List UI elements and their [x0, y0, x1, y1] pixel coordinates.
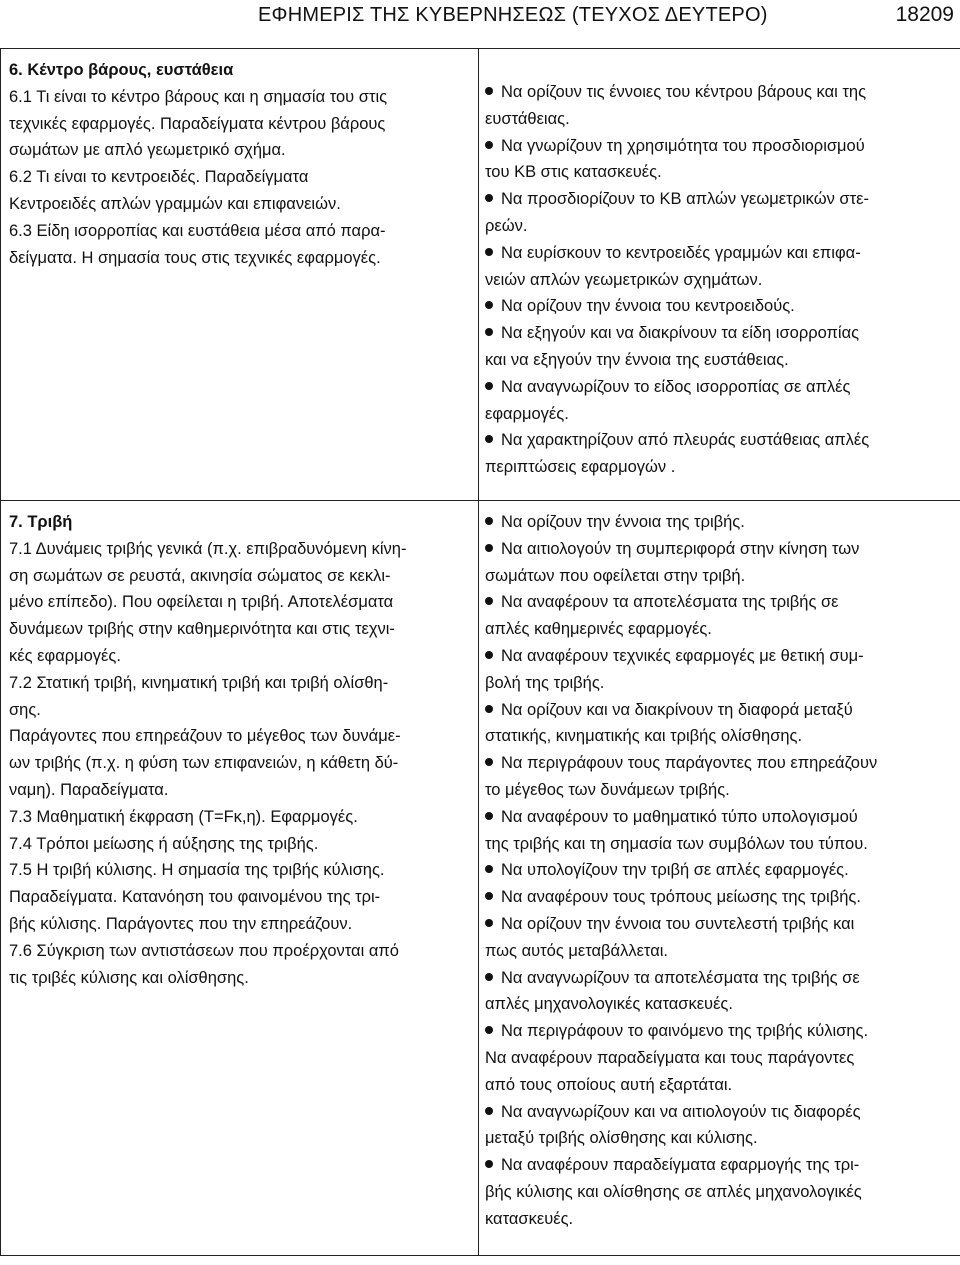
objective-item	[485, 1018, 956, 1045]
bullet-icon	[485, 324, 501, 342]
objective-continuation	[485, 831, 956, 858]
objectives-cell	[479, 501, 960, 1256]
objective-item	[485, 509, 956, 536]
objective-item	[485, 1152, 956, 1179]
objective-continuation	[485, 106, 956, 133]
objective-text: βής κύλισης και ολίσθησης σε απλές μηχανολογικές	[485, 1182, 862, 1201]
objective-continuation	[485, 267, 956, 294]
objective-continuation	[485, 563, 956, 590]
bullet-icon	[485, 647, 501, 665]
content-line: δυνάμεων τριβής στην καθημερινότητα και στις τεχνι-	[9, 620, 395, 639]
objective-text: Να ευρίσκουν το κεντροειδές γραμμών και επιφα-	[501, 243, 861, 262]
objective-item	[485, 750, 956, 777]
content-line: 7.5 Η τριβή κύλισης. Η σημασία της τριβής κύλισης.	[9, 861, 385, 880]
objective-item	[485, 884, 956, 911]
objective-continuation	[485, 1072, 956, 1099]
objective-item	[485, 374, 956, 401]
objective-continuation	[485, 347, 956, 374]
objective-continuation	[485, 159, 956, 186]
bullet-icon	[485, 915, 501, 933]
content-line: κές εφαρμογές.	[9, 646, 121, 665]
objective-item	[485, 643, 956, 670]
objective-item	[485, 1099, 956, 1126]
content-line: ων τριβής (π.χ. η φύση των επιφανειών, η κάθετη δύ-	[9, 754, 399, 773]
gazette-title: ΕΦΗΜΕΡΙΣ ΤΗΣ ΚΥΒΕΡΝΗΣΕΩΣ (ΤΕΥΧΟΣ ΔΕΥΤΕΡΟ)	[258, 4, 768, 26]
content-line: δείγματα. Η σημασία τους στις τεχνικές εφαρμογές.	[9, 248, 381, 267]
content-line: 7.6 Σύγκριση των αντιστάσεων που προέρχονται από	[9, 941, 399, 960]
objective-continuation	[485, 938, 956, 965]
objective-text: νειών απλών γεωμετρικών σχημάτων.	[485, 270, 763, 289]
content-line: 7.2 Στατική τριβή, κινηματική τριβή και τριβή ολίσθη-	[9, 673, 389, 692]
objective-text: Να αιτιολογούν τη συμπεριφορά στην κίνηση των	[501, 539, 860, 558]
objective-item	[485, 133, 956, 160]
objective-text: βολή της τριβής.	[485, 673, 605, 692]
objective-text: Να προσδιορίζουν το ΚΒ απλών γεωμετρικών στε-	[501, 190, 869, 209]
objective-continuation	[485, 213, 956, 240]
objective-text: το μέγεθος των δυνάμεων τριβής.	[485, 780, 730, 799]
content-cell	[1, 49, 479, 501]
content-text	[1, 49, 478, 271]
page-number: 18209	[895, 3, 954, 26]
content-line: βής κύλισης. Παράγοντες που την επηρεάζουν.	[9, 914, 353, 933]
objective-item	[485, 589, 956, 616]
objective-text: Να ορίζουν και να διακρίνουν τη διαφορά μεταξύ	[501, 700, 853, 719]
objective-text: πως αυτός μεταβάλλεται.	[485, 941, 669, 960]
page-header	[0, 0, 960, 36]
objective-continuation	[485, 401, 956, 428]
objectives-cell	[479, 49, 960, 501]
objective-item	[485, 240, 956, 267]
objective-text: Να αναγνωρίζουν τα αποτελέσματα της τριβής σε	[501, 968, 860, 987]
content-cell	[1, 501, 479, 1256]
bullet-icon	[485, 431, 501, 449]
bullet-icon	[485, 540, 501, 558]
objective-item	[485, 536, 956, 563]
objective-continuation	[485, 1179, 956, 1206]
objective-continuation	[485, 1045, 956, 1072]
objective-item	[485, 911, 956, 938]
objective-item	[485, 293, 956, 320]
bullet-icon	[485, 1022, 501, 1040]
objective-item	[485, 804, 956, 831]
objective-continuation	[485, 616, 956, 643]
objective-text: εφαρμογές.	[485, 404, 569, 423]
bullet-icon	[485, 969, 501, 987]
objective-text: Να ορίζουν τις έννοιες του κέντρου βάρους και της	[501, 83, 867, 101]
objective-text: Να αναφέρουν τους τρόπους μείωσης της τριβής.	[501, 888, 861, 907]
objective-text: περιπτώσεις εφαρμογών .	[485, 458, 676, 477]
objective-text: Να αναφέρουν το μαθηματικό τύπο υπολογισμού	[501, 807, 858, 826]
content-line: 6.3 Είδη ισορροπίας και ευστάθεια μέσα από παρα-	[9, 221, 386, 240]
curriculum-table	[0, 48, 960, 1256]
bullet-icon	[485, 83, 501, 101]
objective-text: στατικής, κινηματικής και τριβής ολίσθησης.	[485, 727, 803, 746]
objective-text: και να εξηγούν την έννοια της ευστάθειας.	[485, 350, 789, 369]
objectives-list	[479, 49, 960, 481]
content-line: Παραδείγματα. Κατανόηση του φαινομένου της τρι-	[9, 888, 381, 907]
objective-item	[485, 427, 956, 454]
objective-text: απλές μηχανολογικές κατασκευές.	[485, 995, 733, 1014]
section-heading: 6. Κέντρο βάρους, ευστάθεια	[9, 61, 234, 79]
table-row	[1, 501, 960, 1256]
content-text	[1, 501, 478, 991]
content-line: ναμη). Παραδείγματα.	[9, 780, 169, 799]
objective-text: από τους οποίους αυτή εξαρτάται.	[485, 1075, 733, 1094]
content-line: ση σωμάτων σε ρευστά, ακινησία σώματος σε κεκλι-	[9, 566, 391, 585]
objective-continuation	[485, 1125, 956, 1152]
bullet-icon	[485, 297, 501, 315]
section-heading: 7. Τριβή	[9, 513, 73, 531]
content-line: Κεντροειδές απλών γραμμών και επιφανειών.	[9, 194, 341, 213]
content-line: 6.1 Τι είναι το κέντρο βάρους και η σημασία του στις	[9, 87, 388, 106]
objective-text: Να ορίζουν την έννοια της τριβής.	[501, 513, 745, 531]
bullet-icon	[485, 888, 501, 906]
objective-item	[485, 697, 956, 724]
objective-text: απλές καθημερινές εφαρμογές.	[485, 620, 712, 639]
content-line: 6.2 Τι είναι το κεντροειδές. Παραδείγματα	[9, 168, 309, 187]
content-line: τις τριβές κύλισης και ολίσθησης.	[9, 968, 249, 987]
objective-continuation	[485, 991, 956, 1018]
objective-continuation	[485, 723, 956, 750]
objective-text: Να αναφέρουν παραδείγματα και τους παράγοντες	[485, 1048, 855, 1067]
objective-item	[485, 965, 956, 992]
objective-text: Να ορίζουν την έννοια του κεντροειδούς.	[501, 297, 795, 316]
objective-continuation	[485, 777, 956, 804]
objective-text: Να ορίζουν την έννοια του συντελεστή τριβής και	[501, 914, 855, 933]
objective-text: σωμάτων που οφείλεται στην τριβή.	[485, 566, 746, 585]
bullet-icon	[485, 808, 501, 826]
bullet-icon	[485, 378, 501, 396]
bullet-icon	[485, 244, 501, 262]
objective-continuation	[485, 1206, 956, 1233]
bullet-icon	[485, 190, 501, 208]
bullet-icon	[485, 754, 501, 772]
content-line: 7.3 Μαθηματική έκφραση (Τ=Fκ,η). Εφαρμογές.	[9, 807, 358, 826]
objective-text: Να αναφέρουν τεχνικές εφαρμογές με θετική συμ-	[501, 646, 864, 665]
objective-text: μεταξύ τριβής ολίσθησης και κύλισης.	[485, 1129, 758, 1148]
objective-item	[485, 186, 956, 213]
content-line: Παράγοντες που επηρεάζουν το μέγεθος των δυνάμε-	[9, 727, 401, 746]
content-line: σης.	[9, 700, 41, 719]
objective-continuation	[485, 454, 956, 481]
objective-item	[485, 857, 956, 884]
objective-text: Να αναγνωρίζουν το είδος ισορροπίας σε απλές	[501, 377, 851, 396]
objective-text: Να περιγράφουν τους παράγοντες που επηρεάζουν	[501, 754, 878, 773]
objective-text: Να εξηγούν και να διακρίνουν τα είδη ισορροπίας	[501, 324, 860, 343]
objective-text: Να γνωρίζουν τη χρησιμότητα του προσδιορισμού	[501, 136, 865, 155]
objective-text: Να αναφέρουν τα αποτελέσματα της τριβής σε	[501, 593, 839, 612]
objective-text: κατασκευές.	[485, 1209, 574, 1228]
objective-item	[485, 79, 956, 106]
objective-text: Να υπολογίζουν την τριβή σε απλές εφαρμογές.	[501, 861, 849, 880]
table-row	[1, 49, 960, 501]
bullet-icon	[485, 137, 501, 155]
objective-text: του ΚΒ στις κατασκευές.	[485, 163, 662, 182]
objective-text: της τριβής και τη σημασία των συμβόλων του τύπου.	[485, 834, 868, 853]
content-line: 7.4 Τρόποι μείωσης ή αύξησης της τριβής.	[9, 834, 319, 853]
content-line: σωμάτων με απλό γεωμετρικό σχήμα.	[9, 141, 286, 160]
bullet-icon	[485, 1156, 501, 1174]
objective-text: ρεών.	[485, 216, 528, 235]
objective-continuation	[485, 670, 956, 697]
objective-item	[485, 320, 956, 347]
content-line: μένο επίπεδο). Που οφείλεται η τριβή. Αποτελέσματα	[9, 593, 394, 612]
objective-text: Να χαρακτηρίζουν από πλευράς ευστάθειας απλές	[501, 431, 870, 450]
bullet-icon	[485, 1103, 501, 1121]
content-line: τεχνικές εφαρμογές. Παραδείγματα κέντρου βάρους	[9, 114, 386, 133]
bullet-icon	[485, 861, 501, 879]
bullet-icon	[485, 513, 501, 531]
objective-text: Να περιγράφουν το φαινόμενο της τριβής κύλισης.	[501, 1022, 869, 1041]
objective-text: ευστάθειας.	[485, 109, 570, 128]
bullet-icon	[485, 701, 501, 719]
content-line: 7.1 Δυνάμεις τριβής γενικά (π.χ. επιβραδυνόμενη κίνη-	[9, 539, 407, 558]
bullet-icon	[485, 593, 501, 611]
objective-text: Να αναφέρουν παραδείγματα εφαρμογής της τρι-	[501, 1156, 860, 1175]
objective-text: Να αναγνωρίζουν και να αιτιολογούν τις διαφορές	[501, 1102, 861, 1121]
objectives-list	[479, 501, 960, 1233]
